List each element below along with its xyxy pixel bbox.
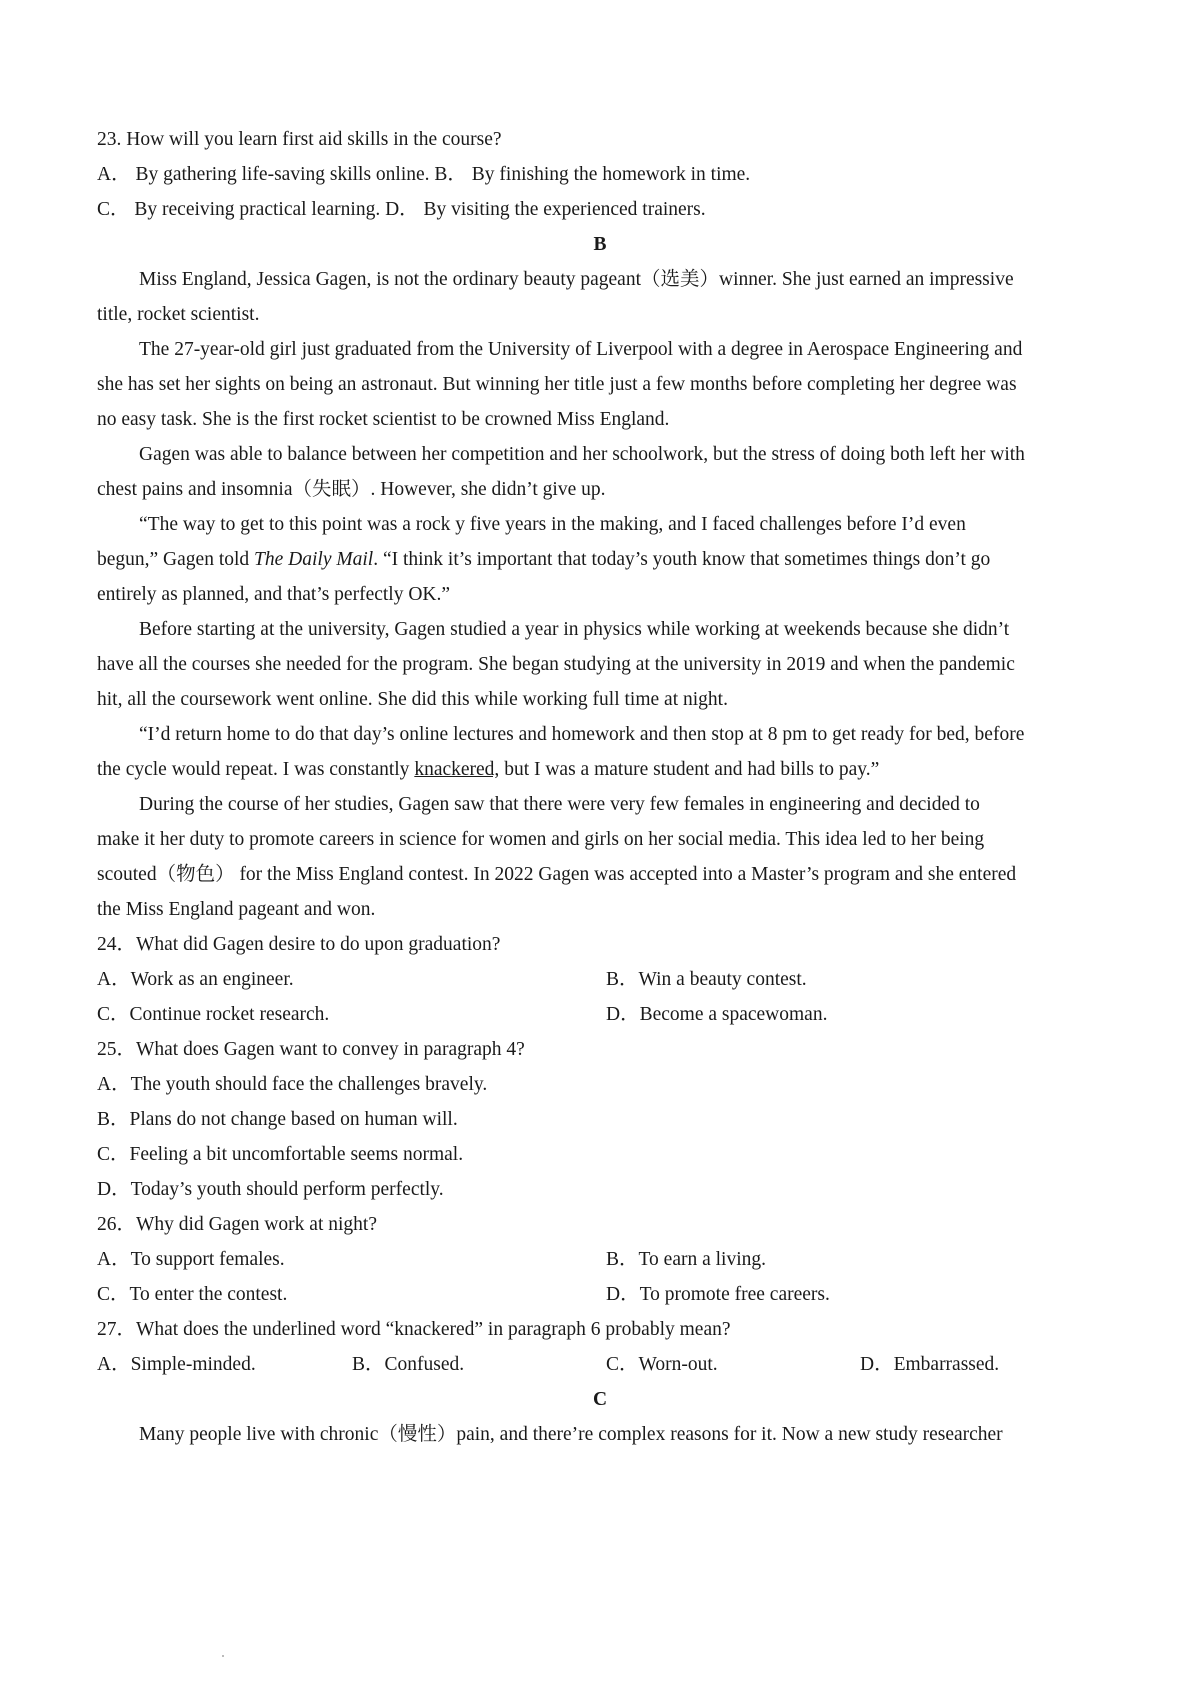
passage-b-p5-line3: hit, all the coursework went online. She did this while working full time at night.: [97, 689, 728, 710]
q25-option-a: A．The youth should face the challenges bravely.: [97, 1074, 488, 1095]
passage-b-p7-line3: scouted（物色） for the Miss England contest. In 2022 Gagen was accepted into a Master’s program and she entered: [97, 864, 1017, 885]
p6-text-after: but I was a mature student and had bills to pay.”: [499, 759, 880, 780]
q23-options-cd: C． By receiving practical learning. D． By visiting the experienced trainers.: [97, 199, 706, 220]
q27-option-a: A．Simple-minded.: [97, 1354, 256, 1375]
scan-speck: [222, 1655, 224, 1657]
passage-b-p4-line3: entirely as planned, and that’s perfectly OK.”: [97, 584, 451, 605]
passage-b-p7-line4: the Miss England pageant and won.: [97, 899, 376, 920]
section-c-heading: C: [592, 1389, 608, 1410]
newspaper-title: The Daily Mail: [254, 549, 374, 570]
q24-option-c: C．Continue rocket research.: [97, 1004, 330, 1025]
q23-options-ab: A． By gathering life-saving skills online. B． By finishing the homework in time.: [97, 164, 751, 185]
q23-stem: 23. How will you learn first aid skills in the course?: [97, 129, 502, 150]
passage-b-p2-line2: she has set her sights on being an astronaut. But winning her title just a few months before completing her degree was: [97, 374, 1017, 395]
q24-option-d: D．Become a spacewoman.: [606, 1004, 828, 1025]
passage-c-p1-line1: Many people live with chronic（慢性）pain, and there’re complex reasons for it. Now a new study researcher: [139, 1424, 1003, 1445]
passage-b-p3-line2: chest pains and insomnia（失眠）. However, she didn’t give up.: [97, 479, 606, 500]
passage-b-p2-line1: The 27-year-old girl just graduated from the University of Liverpool with a degree in Aerospace Engineering and: [139, 339, 1023, 360]
passage-b-p7-line2: make it her duty to promote careers in science for women and girls on her social media. This idea led to her being: [97, 829, 985, 850]
underlined-word: knackered,: [414, 759, 500, 780]
q27-option-d: D．Embarrassed.: [860, 1354, 1000, 1375]
passage-b-p4-line1: “The way to get to this point was a rock y five years in the making, and I faced challenges before I’d even: [139, 514, 966, 535]
passage-b-p7-line1: During the course of her studies, Gagen saw that there were very few females in engineering and decided to: [139, 794, 980, 815]
q25-option-c: C．Feeling a bit uncomfortable seems normal.: [97, 1144, 464, 1165]
p6-text-before: the cycle would repeat. I was constantly: [97, 759, 415, 780]
q25-option-b: B．Plans do not change based on human will.: [97, 1109, 458, 1130]
p4-text-before: begun,” Gagen told: [97, 549, 255, 570]
section-b-heading: B: [593, 234, 607, 255]
p4-text-after: . “I think it’s important that today’s youth know that sometimes things don’t go: [373, 549, 991, 570]
q26-option-b: B．To earn a living.: [606, 1249, 767, 1270]
q24-option-b: B．Win a beauty contest.: [606, 969, 807, 990]
q26-stem: 26．Why did Gagen work at night?: [97, 1214, 377, 1235]
q24-option-a: A．Work as an engineer.: [97, 969, 294, 990]
passage-b-p1-line1: Miss England, Jessica Gagen, is not the ordinary beauty pageant（选美）winner. She just earned an impressive: [139, 269, 1014, 290]
q25-option-d: D．Today’s youth should perform perfectly.: [97, 1179, 444, 1200]
passage-b-p3-line1: Gagen was able to balance between her competition and her schoolwork, but the stress of doing both left her with: [139, 444, 1025, 465]
q27-stem: 27．What does the underlined word “knackered” in paragraph 6 probably mean?: [97, 1319, 731, 1340]
passage-b-p5-line1: Before starting at the university, Gagen studied a year in physics while working at weekends because she didn’t: [139, 619, 1010, 640]
q27-option-c: C．Worn-out.: [606, 1354, 718, 1375]
q24-stem: 24．What did Gagen desire to do upon graduation?: [97, 934, 501, 955]
q26-option-d: D．To promote free careers.: [606, 1284, 830, 1305]
q26-option-a: A．To support females.: [97, 1249, 285, 1270]
passage-b-p4-line2: [97, 547, 990, 573]
passage-b-p1-line2: title, rocket scientist.: [97, 304, 260, 325]
passage-b-p6-line2: [97, 757, 879, 783]
q27-option-b: B．Confused.: [352, 1354, 465, 1375]
passage-b-p2-line3: no easy task. She is the first rocket scientist to be crowned Miss England.: [97, 409, 670, 430]
passage-b-p6-line1: “I’d return home to do that day’s online lectures and homework and then stop at 8 pm to get ready for bed, before: [139, 724, 1025, 745]
q26-option-c: C．To enter the contest.: [97, 1284, 288, 1305]
q25-stem: 25．What does Gagen want to convey in paragraph 4?: [97, 1039, 525, 1060]
passage-b-p5-line2: have all the courses she needed for the program. She began studying at the university in 2019 and when the pandemic: [97, 654, 1015, 675]
